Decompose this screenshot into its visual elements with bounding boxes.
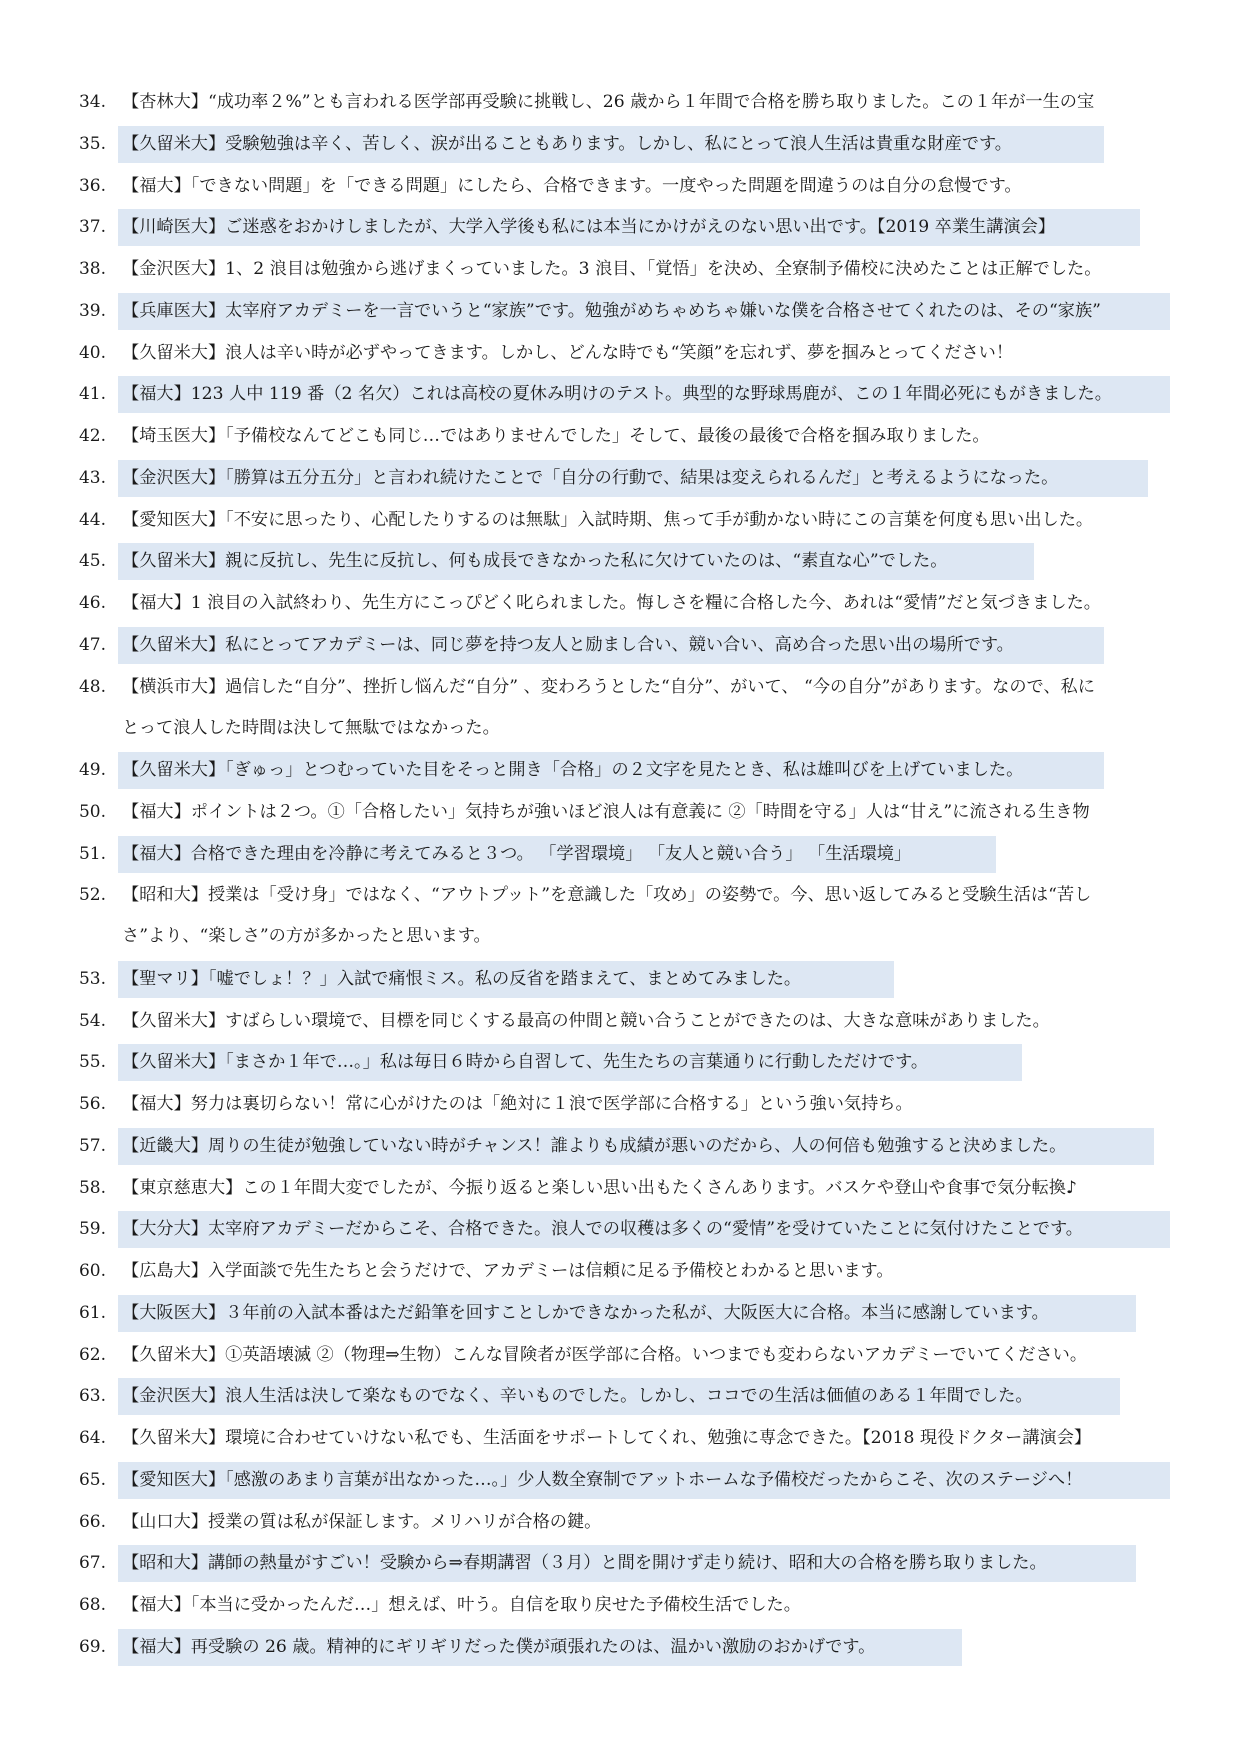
item-text: 【福大】「できない問題」を「できる問題」にしたら、合格できます。一度やった問題を間違うのは自分の怠慢です。 <box>122 175 1022 196</box>
item-number: 63. <box>78 1386 106 1407</box>
item-text: 【久留米大】「ぎゅっ」とつむっていた目をそっと開き「合格」の２文字を見たとき、私は雄叫びを上げていました。 <box>118 752 1104 789</box>
item-text: 【久留米大】すばらしい環境で、目標を同じくする最高の仲間と競い合うことができたのは、大きな意味がありました。 <box>122 1010 1050 1031</box>
item-number: 36. <box>78 175 106 196</box>
item-text: 【福大】ポイントは２つ。①「合格したい」気持ちが強いほど浪人は有意義に ②「時間を守る」人は“甘え”に流される生き物 <box>122 801 1090 822</box>
item-number: 60. <box>78 1261 106 1281</box>
item-text: 【兵庫医大】太宰府アカデミーを一言でいうと“家族”です。勉強がめちゃめちゃ嫌いな僕を合格させてくれたのは、その“家族” <box>118 293 1170 330</box>
item-number: 61. <box>78 1302 106 1323</box>
item-number: 34. <box>78 92 106 112</box>
item-number: 48. <box>78 676 106 697</box>
item-text: 【福大】1 浪目の入試終わり、先生方にこっぴどく叱られました。悔しさを糧に合格した今、あれは“愛情”だと気づきました。 <box>122 593 1101 613</box>
item-number: 54. <box>78 1010 106 1031</box>
item-text: 【福大】「本当に受かったんだ…」想えば、叶う。自信を取り戻せた予備校生活でした。 <box>122 1595 801 1615</box>
item-number: 47. <box>78 634 106 655</box>
item-number: 40. <box>78 342 106 363</box>
item-text: 【久留米大】受験勉強は辛く、苦しく、涙が出ることもあります。しかし、私にとって浪人生活は貴重な財産です。 <box>118 126 1104 163</box>
item-text: 【愛知医大】「不安に思ったり、心配したりするのは無駄」入試時期、焦って手が動かない時にこの言葉を何度も思い出した。 <box>122 509 1094 530</box>
item-number: 65. <box>78 1469 106 1490</box>
item-text: 【近畿大】周りの生徒が勉強していない時がチャンス！誰よりも成績が悪いのだから、人の何倍も勉強すると決めました。 <box>118 1128 1154 1165</box>
item-number: 55. <box>78 1052 106 1073</box>
item-number: 45. <box>78 551 106 572</box>
item-text: 【久留米大】浪人は辛い時が必ずやってきます。しかし、どんな時でも“笑顔”を忘れず、夢を掴みとってください！ <box>122 342 1014 363</box>
item-number: 38. <box>78 259 106 279</box>
item-text-continued: とって浪人した時間は決して無駄ではなかった。 <box>122 717 500 738</box>
item-text: 【福大】努力は裏切らない！常に心がけたのは「絶対に１浪で医学部に合格する」という強い気持ち。 <box>122 1094 913 1114</box>
item-number: 50. <box>78 801 106 822</box>
item-text: 【久留米大】私にとってアカデミーは、同じ夢を持つ友人と励まし合い、競い合い、高め合った思い出の場所です。 <box>118 627 1104 664</box>
item-text: 【久留米大】①英語壊滅 ②（物理⇒生物）こんな冒険者が医学部に合格。いつまでも変わらないアカデミーでいてください。 <box>122 1344 1088 1365</box>
item-text: 【杏林大】“成功率２%”とも言われる医学部再受験に挑戦し、26 歳から１年間で合格を勝ち取りました。この１年が一生の宝 <box>122 92 1095 112</box>
item-number: 53. <box>78 968 106 989</box>
item-number: 46. <box>78 593 106 613</box>
item-number: 39. <box>78 300 106 321</box>
item-number: 58. <box>78 1177 106 1198</box>
item-number: 69. <box>78 1636 106 1657</box>
item-number: 49. <box>78 760 106 780</box>
item-number: 62. <box>78 1344 106 1365</box>
item-number: 57. <box>78 1135 106 1156</box>
item-text: 【久留米大】環境に合わせていけない私でも、生活面をサポートしてくれ、勉強に専念できた。【2018 現役ドクター講演会】 <box>122 1428 1092 1448</box>
item-text-continued: さ”より、“楽しさ”の方が多かったと思います。 <box>122 926 491 947</box>
item-number: 44. <box>78 509 106 530</box>
item-text: 【広島大】入学面談で先生たちと会うだけで、アカデミーは信頼に足る予備校とわかると思います。 <box>122 1261 894 1281</box>
item-text: 【福大】再受験の 26 歳。精神的にギリギリだった僕が頑張れたのは、温かい激励のおかげです。 <box>118 1629 962 1666</box>
item-number: 52. <box>78 885 106 906</box>
item-text: 【久留米大】「まさか１年で…。」私は毎日６時から自習して、先生たちの言葉通りに行動しただけです。 <box>118 1044 1022 1081</box>
item-text: 【福大】合格できた理由を冷静に考えてみると３つ。 「学習環境」 「友人と競い合う」 「生活環境」 <box>118 836 996 873</box>
item-text: 【愛知医大】「感激のあまり言葉が出なかった…。」少人数全寮制でアットホームな予備校だったからこそ、次のステージへ！ <box>118 1462 1170 1499</box>
item-text: 【福大】123 人中 119 番（2 名欠）これは高校の夏休み明けのテスト。典型的な野球馬鹿が、この１年間必死にもがきました。 <box>118 376 1170 413</box>
item-text: 【横浜市大】過信した“自分”、挫折し悩んだ“自分” 、変わろうとした“自分”、がいて、 “今の自分”があります。なので、私に <box>122 676 1095 697</box>
item-number: 64. <box>78 1428 106 1448</box>
item-number: 66. <box>78 1511 106 1532</box>
item-text: 【大分大】太宰府アカデミーだからこそ、合格できた。浪人での収穫は多くの“愛情”を受けていたことに気付けたことです。 <box>118 1211 1170 1248</box>
item-text: 【久留米大】親に反抗し、先生に反抗し、何も成長できなかった私に欠けていたのは、“素直な心”でした。 <box>118 543 1034 580</box>
item-number: 59. <box>78 1219 106 1240</box>
item-text: 【大阪医大】３年前の入試本番はただ鉛筆を回すことしかできなかった私が、大阪医大に合格。本当に感謝しています。 <box>118 1295 1136 1332</box>
item-number: 35. <box>78 133 106 154</box>
item-text: 【金沢医大】「勝算は五分五分」と言われ続けたことで「自分の行動で、結果は変えられるんだ」と考えるようになった。 <box>118 460 1148 497</box>
item-number: 41. <box>78 384 106 405</box>
item-text: 【川崎医大】ご迷惑をおかけしましたが、大学入学後も私には本当にかけがえのない思い出です。【2019 卒業生講演会】 <box>118 209 1140 246</box>
item-text: 【聖マリ】「嘘でしょ！？」入試で痛恨ミス。私の反省を踏まえて、まとめてみました。 <box>118 961 894 998</box>
item-number: 42. <box>78 426 106 446</box>
item-number: 43. <box>78 467 106 488</box>
item-text: 【埼玉医大】「予備校なんてどこも同じ…ではありませんでした」そして、最後の最後で合格を掴み取りました。 <box>122 426 990 446</box>
item-number: 37. <box>78 217 106 238</box>
item-number: 67. <box>78 1553 106 1574</box>
item-number: 56. <box>78 1094 106 1114</box>
item-text: 【山口大】授業の質は私が保証します。メリハリが合格の鍵。 <box>122 1511 602 1532</box>
item-text: 【昭和大】授業は「受け身」ではなく、“アウトプット”を意識した「攻め」の姿勢で。今、思い返してみると受験生活は“苦し <box>122 885 1092 906</box>
item-text: 【東京慈恵大】この１年間大変でしたが、今振り返ると楽しい思い出もたくさんあります。バスケや登山や食事で気分転換♪ <box>122 1177 1077 1198</box>
item-text: 【昭和大】講師の熱量がすごい！受験から⇒春期講習（３月）と間を開けず走り続け、昭和大の合格を勝ち取りました。 <box>118 1545 1136 1582</box>
item-number: 51. <box>78 843 106 864</box>
item-text: 【金沢医大】浪人生活は決して楽なものでなく、辛いものでした。しかし、ココでの生活は価値のある１年間でした。 <box>118 1378 1120 1415</box>
item-text: 【金沢医大】1、2 浪目は勉強から逃げまくっていました。3 浪目、「覚悟」を決め、全寮制予備校に決めたことは正解でした。 <box>122 259 1102 279</box>
item-number: 68. <box>78 1595 106 1615</box>
